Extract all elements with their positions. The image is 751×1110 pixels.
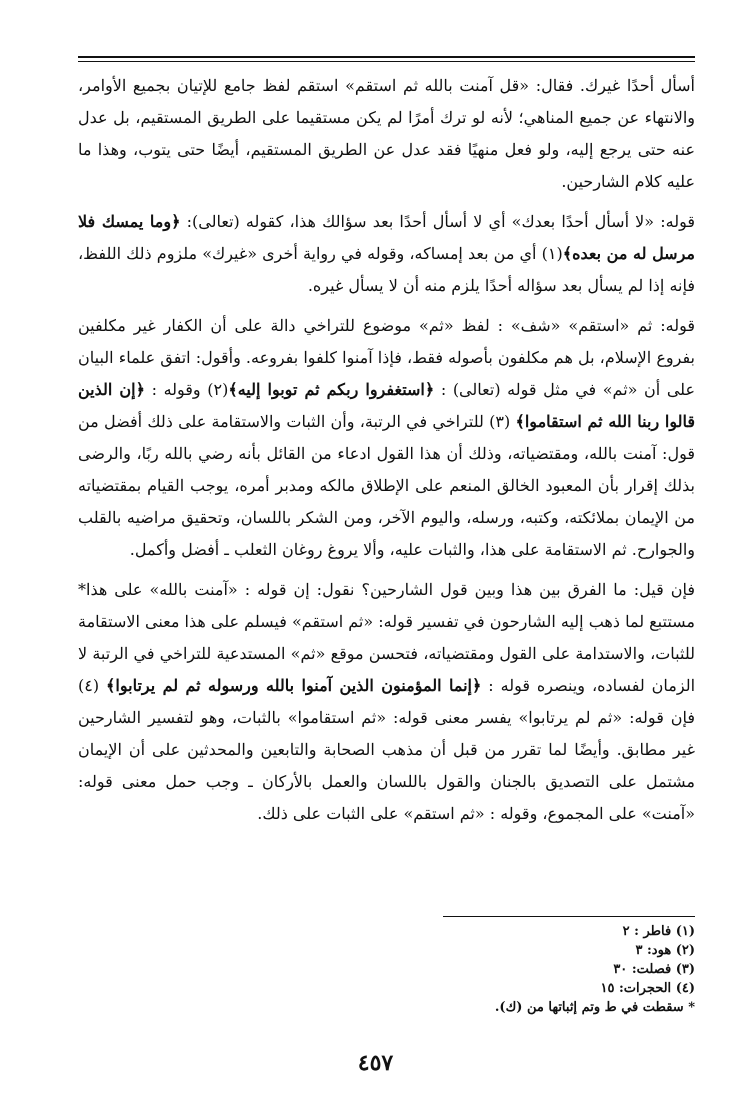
paragraph-text: (٣) للتراخي في الرتبة، وأن الثبات والاستقامة على ذلك أفضل من قول: آمنت بالله، ومقتضياته، وذلك أن هذا القول ادعاء من القائل بأنه رضي بالله ربًا، والرضى بذلك إقرار بأن المعبود الخالق المنعم على الإطلاق مالكه ومدبر أمره، يوجب القيام بمقتضياته من الإيمان بملائكته، وكتبه، ورسله، واليوم الآخر، ومن الشكر باللسان، وتحقيق مراضيه بالقلب والجوارح. ثم الاستقامة على هذا، والثبات عليه، وألا يروغ روغان الثعلب ـ أفضل وأكمل. (78, 412, 695, 559)
header-rule-thin (78, 61, 695, 62)
footnotes (300, 922, 695, 1017)
paragraph (78, 574, 695, 830)
page-number: ٤٥٧ (357, 1050, 394, 1076)
footnote: (٢) هود: ٣ (635, 943, 695, 958)
paragraph (78, 206, 695, 302)
paragraph-text: فإن قيل: ما الفرق بين هذا وبين قول الشارحين؟ نقول: إن قوله : «آمنت بالله» على هذا* مستتبع لما ذهب إليه الشارحون في تفسير قوله: «ثم استقم» فيسلم على هذا معنى الاستقامة للثبات، والاستدامة على القول ومقتضياته، فتحسن موقع «ثم» المستدعية للتراخي في الرتبة لا الزمان لفساده، وينصره قوله : (78, 580, 696, 695)
paragraph (78, 310, 695, 566)
paragraph-text: أسأل أحدًا غيرك. فقال: «قل آمنت بالله ثم استقم» استقم لفظ جامع للإتيان بجميع الأوامر، والانتهاء عن جميع المناهي؛ لأنه لو ترك أمرًا لم يكن مستقيما على الطريق المستقيم، بل عدل عنه حتى يرجع إليه، ولو فعل منهيًا فقد عدل عن الطريق المستقيم، أيضًا حتى يتوب، وهذا ما عليه كلام الشارحين. (78, 76, 696, 191)
footnote-separator (443, 916, 695, 917)
header-rule (78, 56, 695, 58)
footnote: (١) فاطر : ٢ (622, 924, 695, 939)
paragraph-text: قوله: ثم «استقم» «شف» : لفظ «ثم» موضوع للتراخي دالة على أن الكفار غير مكلفين بفروع الإسلام، بل هم مكلفون بأصوله فقط، فإذا آمنوا كلفوا بفروعه. وأقول: اتفق علماء البيان على أن «ثم» في مثل قوله (تعالى) : (78, 316, 695, 399)
paragraph-text: قوله: «لا أسأل أحدًا بعدك» أي لا أسأل أحدًا بعد سؤالك هذا، كقوله (تعالى): (180, 212, 696, 231)
footnote: (٤) الحجرات: ١٥ (600, 981, 695, 996)
paragraph-text: (١) أي من بعد إمساكه، وقوله في رواية أخرى «غيرك» ملزوم ذلك اللفظ، فإنه إذا لم يسأل بعد سؤاله أحدًا يلزم منه أن لا يسأل غيره. (78, 244, 695, 295)
paragraph (78, 70, 695, 198)
quran-verse: ﴿إنما المؤمنون الذين آمنوا بالله ورسوله ثم لم يرتابوا﴾ (106, 676, 482, 695)
quran-verse: ﴿وما يمسك فلا مرسل له من بعده﴾ (78, 212, 695, 263)
quran-verse: ﴿إن الذين قالوا ربنا الله ثم استقاموا﴾ (78, 380, 696, 431)
paragraph-text: (٤) فإن قوله: «ثم لم يرتابوا» يفسر معنى قوله: «ثم استقاموا» بالثبات، وهو لتفسير الشارحين غير مطابق. وأيضًا لما تقرر من قبل أن مذهب الصحابة والتابعين والمحدثين على أن الإيمان مشتمل على التصديق بالجنان والقول باللسان والعمل بالأركان ـ وجب حمل معنى قوله: «آمنت» على المجموع، وقوله : «ثم استقم» على الثبات على ذلك. (78, 676, 695, 823)
quran-verse: ﴿استغفروا ربكم ثم توبوا إليه﴾ (228, 380, 435, 399)
paragraph-text: (٢) وقوله : (145, 380, 229, 399)
footnote: (٣) فصلت: ٣٠ (613, 962, 695, 977)
main-text (78, 70, 695, 838)
footnote-note: * سقطت في ط وتم إثباتها من (ك). (494, 1000, 695, 1015)
